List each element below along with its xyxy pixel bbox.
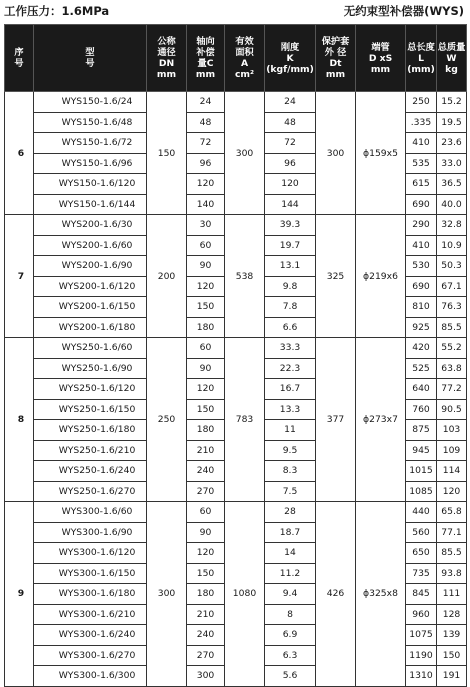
length-cell: 1085 [406,481,437,502]
col-header-line: 型 [85,47,95,58]
compensation-cell: 210 [187,440,225,461]
col-header-line: (kgf/mm) [266,63,314,75]
working-pressure: 工作压力：1.6MPa [4,4,110,18]
stiffness-cell: 19.7 [265,235,316,256]
col-header-line: Dt [329,58,342,69]
compensation-cell: 60 [187,502,225,523]
mass-cell: 77.2 [437,379,467,400]
col-header-line: 序 [14,47,24,58]
compensation-cell: 24 [187,92,225,113]
col-header-model [34,25,147,92]
model-cell: WYS200-1.6/60 [34,235,147,256]
length-cell: 290 [406,215,437,236]
col-header-line: 面积 [235,47,254,58]
col-header-stiffness [265,25,316,92]
stiffness-cell: 13.1 [265,256,316,277]
table-body [5,92,467,687]
compensation-cell: 180 [187,317,225,338]
sheet-title: 无约束型补偿器(WYS) [343,4,464,18]
col-header-line: (mm) [407,63,435,75]
area-cell: 538 [225,215,265,338]
table-header-row [5,25,467,92]
length-cell: 945 [406,440,437,461]
length-cell: 1015 [406,461,437,482]
stiffness-cell: 8.3 [265,461,316,482]
model-cell: WYS250-1.6/270 [34,481,147,502]
area-cell: 783 [225,338,265,502]
model-cell: WYS300-1.6/240 [34,625,147,646]
group-number: 8 [5,338,34,502]
compensation-cell: 72 [187,133,225,154]
model-cell: WYS200-1.6/120 [34,276,147,297]
col-header-line: mm [370,63,391,75]
mass-cell: 191 [437,666,467,687]
mass-cell: 50.3 [437,256,467,277]
dn-cell: 200 [147,215,187,338]
model-cell: WYS250-1.6/60 [34,338,147,359]
dn-cell: 250 [147,338,187,502]
length-cell: 735 [406,563,437,584]
stiffness-cell: 11 [265,420,316,441]
length-cell: 525 [406,358,437,379]
group-number: 7 [5,215,34,338]
mass-cell: 36.5 [437,174,467,195]
stiffness-cell: 8 [265,604,316,625]
compensation-cell: 270 [187,481,225,502]
stiffness-cell: 9.5 [265,440,316,461]
pipe-cell: ϕ159x5 [356,92,406,215]
table-row [5,92,467,113]
model-cell: WYS150-1.6/48 [34,112,147,133]
model-cell: WYS300-1.6/60 [34,502,147,523]
model-cell: WYS150-1.6/96 [34,153,147,174]
stiffness-cell: 39.3 [265,215,316,236]
compensation-cell: 240 [187,625,225,646]
length-cell: 410 [406,235,437,256]
model-cell: WYS300-1.6/150 [34,563,147,584]
compensation-cell: 270 [187,645,225,666]
mass-cell: 114 [437,461,467,482]
col-header-line: kg [445,63,458,75]
length-cell: 535 [406,153,437,174]
col-header-no [5,25,34,92]
stiffness-cell: 6.3 [265,645,316,666]
length-cell: 1190 [406,645,437,666]
model-cell: WYS250-1.6/90 [34,358,147,379]
col-header-pipe [356,25,406,92]
compensation-cell: 180 [187,420,225,441]
mass-cell: 23.6 [437,133,467,154]
mass-cell: 55.2 [437,338,467,359]
stiffness-cell: 11.2 [265,563,316,584]
compensation-cell: 90 [187,358,225,379]
model-cell: WYS250-1.6/210 [34,440,147,461]
compensation-cell: 210 [187,604,225,625]
col-header-line: D xS [368,52,393,64]
col-header-line: 总质量 [437,41,466,53]
compensation-cell: 90 [187,522,225,543]
mass-cell: 19.5 [437,112,467,133]
col-header-line: 外 径 [324,47,347,58]
length-cell: 410 [406,133,437,154]
area-cell: 1080 [225,502,265,687]
col-header-dn [147,25,187,92]
mass-cell: 85.5 [437,543,467,564]
stiffness-cell: 5.6 [265,666,316,687]
sleeve-cell: 426 [316,502,356,687]
stiffness-cell: 6.9 [265,625,316,646]
length-cell: 690 [406,276,437,297]
model-cell: WYS200-1.6/150 [34,297,147,318]
model-cell: WYS300-1.6/270 [34,645,147,666]
stiffness-cell: 24 [265,92,316,113]
length-cell: 875 [406,420,437,441]
model-cell: WYS200-1.6/90 [34,256,147,277]
col-header-line: 量C [197,58,214,69]
stiffness-cell: 96 [265,153,316,174]
model-cell: WYS300-1.6/180 [34,584,147,605]
compensation-cell: 150 [187,297,225,318]
col-header-line: mm [325,69,346,80]
model-cell: WYS250-1.6/240 [34,461,147,482]
stiffness-cell: 18.7 [265,522,316,543]
compensation-cell: 60 [187,235,225,256]
stiffness-cell: 13.3 [265,399,316,420]
group-number: 9 [5,502,34,687]
col-header-line: 号 [14,58,24,69]
col-header-line: mm [156,69,177,80]
area-cell: 300 [225,92,265,215]
length-cell: 420 [406,338,437,359]
col-header-line: 公称 [157,36,176,47]
mass-cell: 33.0 [437,153,467,174]
col-header-area [225,25,265,92]
col-header-line: 刚度 [280,41,300,53]
model-cell: WYS200-1.6/180 [34,317,147,338]
col-header-line: 轴向 [196,36,215,47]
col-header-line: 补偿 [196,47,215,58]
col-header-line: 总长度 [407,41,435,53]
mass-cell: 103 [437,420,467,441]
stiffness-cell: 48 [265,112,316,133]
col-header-line: K [286,52,294,64]
col-header-compensation [187,25,225,92]
length-cell: 1075 [406,625,437,646]
mass-cell: 67.1 [437,276,467,297]
length-cell: 925 [406,317,437,338]
group-number: 6 [5,92,34,215]
mass-cell: 128 [437,604,467,625]
col-header-line: 端管 [371,41,390,53]
length-cell: .335 [406,112,437,133]
mass-cell: 63.8 [437,358,467,379]
col-header-line: L [418,52,424,64]
mass-cell: 93.8 [437,563,467,584]
col-header-length [406,25,437,92]
stiffness-cell: 72 [265,133,316,154]
compensation-cell: 120 [187,543,225,564]
compensation-cell: 90 [187,256,225,277]
model-cell: WYS300-1.6/210 [34,604,147,625]
compensation-cell: 150 [187,399,225,420]
compensation-cell: 150 [187,563,225,584]
compensation-cell: 60 [187,338,225,359]
mass-cell: 85.5 [437,317,467,338]
length-cell: 250 [406,92,437,113]
stiffness-cell: 6.6 [265,317,316,338]
model-cell: WYS250-1.6/120 [34,379,147,400]
col-header-line: 号 [85,58,95,69]
stiffness-cell: 16.7 [265,379,316,400]
header-bar [4,0,464,22]
mass-cell: 32.8 [437,215,467,236]
compensation-cell: 120 [187,379,225,400]
stiffness-cell: 9.8 [265,276,316,297]
model-cell: WYS150-1.6/72 [34,133,147,154]
mass-cell: 40.0 [437,194,467,215]
length-cell: 650 [406,543,437,564]
col-header-line: DN [158,58,175,69]
stiffness-cell: 7.8 [265,297,316,318]
length-cell: 440 [406,502,437,523]
col-header-sleeve [316,25,356,92]
length-cell: 615 [406,174,437,195]
stiffness-cell: 144 [265,194,316,215]
sleeve-cell: 377 [316,338,356,502]
sleeve-cell: 325 [316,215,356,338]
model-cell: WYS300-1.6/300 [34,666,147,687]
length-cell: 845 [406,584,437,605]
compensation-cell: 180 [187,584,225,605]
stiffness-cell: 7.5 [265,481,316,502]
mass-cell: 65.8 [437,502,467,523]
mass-cell: 90.5 [437,399,467,420]
col-header-line: A [240,58,249,69]
stiffness-cell: 33.3 [265,338,316,359]
dn-cell: 150 [147,92,187,215]
length-cell: 960 [406,604,437,625]
mass-cell: 120 [437,481,467,502]
length-cell: 560 [406,522,437,543]
mass-cell: 77.1 [437,522,467,543]
stiffness-cell: 9.4 [265,584,316,605]
sleeve-cell: 300 [316,92,356,215]
stiffness-cell: 120 [265,174,316,195]
pipe-cell: ϕ325x8 [356,502,406,687]
mass-cell: 139 [437,625,467,646]
col-header-line: mm [195,69,216,80]
table-row [5,502,467,523]
model-cell: WYS300-1.6/90 [34,522,147,543]
compensation-cell: 120 [187,174,225,195]
model-cell: WYS200-1.6/30 [34,215,147,236]
col-header-line: 通径 [157,47,176,58]
mass-cell: 15.2 [437,92,467,113]
mass-cell: 150 [437,645,467,666]
pipe-cell: ϕ219x6 [356,215,406,338]
mass-cell: 109 [437,440,467,461]
stiffness-cell: 28 [265,502,316,523]
mass-cell: 111 [437,584,467,605]
stiffness-cell: 14 [265,543,316,564]
col-header-line: 保护套 [321,36,350,47]
compensation-cell: 48 [187,112,225,133]
compensation-cell: 240 [187,461,225,482]
length-cell: 640 [406,379,437,400]
compensation-cell: 96 [187,153,225,174]
table-row [5,338,467,359]
col-header-line: 有效 [235,36,254,47]
table-row [5,215,467,236]
col-header-line: W [446,52,457,64]
stiffness-cell: 22.3 [265,358,316,379]
length-cell: 810 [406,297,437,318]
model-cell: WYS250-1.6/150 [34,399,147,420]
col-header-line: cm² [234,69,255,80]
model-cell: WYS300-1.6/120 [34,543,147,564]
model-cell: WYS150-1.6/120 [34,174,147,195]
length-cell: 530 [406,256,437,277]
compensation-cell: 140 [187,194,225,215]
length-cell: 1310 [406,666,437,687]
mass-cell: 10.9 [437,235,467,256]
compensation-cell: 300 [187,666,225,687]
dn-cell: 300 [147,502,187,687]
col-header-mass [437,25,467,92]
pipe-cell: ϕ273x7 [356,338,406,502]
model-cell: WYS150-1.6/144 [34,194,147,215]
model-cell: WYS150-1.6/24 [34,92,147,113]
model-cell: WYS250-1.6/180 [34,420,147,441]
mass-cell: 76.3 [437,297,467,318]
spec-table [4,24,467,687]
compensation-cell: 30 [187,215,225,236]
length-cell: 760 [406,399,437,420]
compensation-cell: 120 [187,276,225,297]
length-cell: 690 [406,194,437,215]
